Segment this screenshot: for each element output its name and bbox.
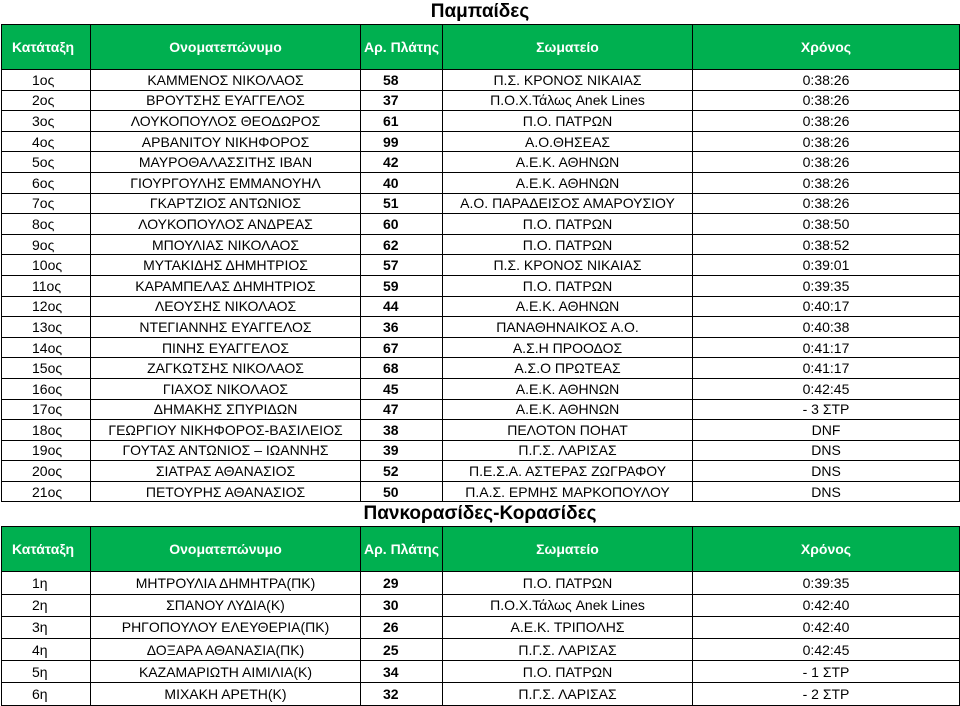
cell-bib: 67	[361, 337, 443, 358]
table-row	[2, 358, 960, 379]
cell-club: Α.Ε.Κ. ΑΘΗΝΩΝ	[443, 172, 693, 193]
cell-name: ΛΟΥΚΟΠΟΥΛΟΣ ΘΕΟΔΩΡΟΣ	[91, 111, 361, 132]
header-club: Σωματείο	[443, 25, 693, 70]
cell-bib: 32	[361, 683, 443, 705]
cell-bib: 58	[361, 70, 443, 91]
cell-club: Π.Ο. ΠΑΤΡΩΝ	[443, 111, 693, 132]
table-row	[2, 572, 960, 594]
table-row	[2, 172, 960, 193]
table-row	[2, 90, 960, 111]
cell-rank: 2ος	[2, 90, 91, 111]
cell-bib: 34	[361, 661, 443, 683]
cell-time: 0:38:52	[693, 234, 960, 255]
cell-rank: 14ος	[2, 337, 91, 358]
cell-rank: 1ος	[2, 70, 91, 91]
cell-rank: 6η	[2, 683, 91, 705]
cell-bib: 40	[361, 172, 443, 193]
cell-name: ΓΕΩΡΓΙΟΥ ΝΙΚΗΦΟΡΟΣ-ΒΑΣΙΛΕΙΟΣ	[91, 420, 361, 441]
table-row	[2, 420, 960, 441]
cell-name: ΜΠΟΥΛΙΑΣ ΝΙΚΟΛΑΟΣ	[91, 234, 361, 255]
cell-bib: 30	[361, 594, 443, 616]
cell-name: ΛΟΥΚΟΠΟΥΛΟΣ ΑΝΔΡΕΑΣ	[91, 214, 361, 235]
cell-time: 0:38:26	[693, 131, 960, 152]
table-row	[2, 234, 960, 255]
cell-time: 0:40:38	[693, 317, 960, 338]
cell-bib: 68	[361, 358, 443, 379]
header-time: Χρόνος	[693, 527, 960, 572]
table-header-row	[2, 25, 960, 70]
cell-name: ΠΕΤΟΥΡΗΣ ΑΘΑΝΑΣΙΟΣ	[91, 481, 361, 502]
cell-rank: 3η	[2, 616, 91, 638]
cell-club: Π.Γ.Σ. ΛΑΡΙΣΑΣ	[443, 683, 693, 705]
cell-bib: 59	[361, 275, 443, 296]
cell-name: ΠΙΝΗΣ ΕΥΑΓΓΕΛΟΣ	[91, 337, 361, 358]
cell-rank: 4η	[2, 639, 91, 661]
header-bib: Αρ. Πλάτης	[361, 527, 443, 572]
cell-time: 0:38:26	[693, 193, 960, 214]
cell-club: Α.Ε.Κ. ΑΘΗΝΩΝ	[443, 378, 693, 399]
table-row	[2, 337, 960, 358]
results-table-girls	[1, 526, 960, 705]
header-time: Χρόνος	[693, 25, 960, 70]
cell-rank: 16ος	[2, 378, 91, 399]
cell-club: Π.Ο. ΠΑΤΡΩΝ	[443, 214, 693, 235]
cell-name: ΓΙΟΥΡΓΟΥΛΗΣ ΕΜΜΑΝΟΥΗΛ	[91, 172, 361, 193]
cell-club: Π.Α.Σ. ΕΡΜΗΣ ΜΑΡΚΟΠΟΥΛΟΥ	[443, 481, 693, 502]
cell-bib: 45	[361, 378, 443, 399]
cell-time: DNS	[693, 440, 960, 461]
table-row	[2, 594, 960, 616]
header-rank: Κατάταξη	[2, 25, 91, 70]
table-row	[2, 399, 960, 420]
cell-club: Α.Ε.Κ. ΑΘΗΝΩΝ	[443, 296, 693, 317]
table-header-row	[2, 527, 960, 572]
cell-name: ΚΑΜΜΕΝΟΣ ΝΙΚΟΛΑΟΣ	[91, 70, 361, 91]
table-row	[2, 131, 960, 152]
cell-time: - 2 ΣΤΡ	[693, 683, 960, 705]
cell-rank: 6ος	[2, 172, 91, 193]
cell-time: 0:39:35	[693, 275, 960, 296]
cell-bib: 44	[361, 296, 443, 317]
results-body-girls	[2, 572, 960, 705]
cell-name: ΚΑΡΑΜΠΕΛΑΣ ΔΗΜΗΤΡΙΟΣ	[91, 275, 361, 296]
cell-rank: 19ος	[2, 440, 91, 461]
cell-time: 0:38:26	[693, 70, 960, 91]
cell-club: Π.Ο. ΠΑΤΡΩΝ	[443, 275, 693, 296]
cell-rank: 11ος	[2, 275, 91, 296]
cell-club: Α.Ε.Κ. ΑΘΗΝΩΝ	[443, 152, 693, 173]
cell-time: 0:42:45	[693, 639, 960, 661]
table-row	[2, 639, 960, 661]
cell-name: ΣΠΑΝΟΥ ΛΥΔΙΑ(Κ)	[91, 594, 361, 616]
cell-time: 0:41:17	[693, 337, 960, 358]
results-table-boys	[1, 24, 960, 502]
cell-name: ΣΙΑΤΡΑΣ ΑΘΑΝΑΣΙΟΣ	[91, 461, 361, 482]
cell-bib: 61	[361, 111, 443, 132]
cell-club: Π.Σ. ΚΡΟΝΟΣ ΝΙΚΑΙΑΣ	[443, 255, 693, 276]
cell-time: 0:38:26	[693, 111, 960, 132]
cell-rank: 5ος	[2, 152, 91, 173]
cell-club: Α.Ο.ΘΗΣΕΑΣ	[443, 131, 693, 152]
cell-rank: 7ος	[2, 193, 91, 214]
cell-time: - 1 ΣΤΡ	[693, 661, 960, 683]
cell-club: Π.Σ. ΚΡΟΝΟΣ ΝΙΚΑΙΑΣ	[443, 70, 693, 91]
table-row	[2, 255, 960, 276]
table-row	[2, 461, 960, 482]
cell-rank: 13ος	[2, 317, 91, 338]
table-row	[2, 296, 960, 317]
cell-rank: 20ος	[2, 461, 91, 482]
cell-bib: 51	[361, 193, 443, 214]
cell-name: ΔΟΞΑΡΑ ΑΘΑΝΑΣΙΑ(ΠΚ)	[91, 639, 361, 661]
header-name: Ονοματεπώνυμο	[91, 527, 361, 572]
cell-bib: 42	[361, 152, 443, 173]
table-row	[2, 683, 960, 705]
cell-bib: 38	[361, 420, 443, 441]
header-rank: Κατάταξη	[2, 527, 91, 572]
cell-bib: 36	[361, 317, 443, 338]
cell-rank: 2η	[2, 594, 91, 616]
cell-rank: 17ος	[2, 399, 91, 420]
cell-club: Π.Ο.Χ.Τάλως Anek Lines	[443, 90, 693, 111]
cell-name: ΜΑΥΡΟΘΑΛΑΣΣΙΤΗΣ ΙΒΑΝ	[91, 152, 361, 173]
cell-time: DNS	[693, 481, 960, 502]
cell-time: 0:42:45	[693, 378, 960, 399]
cell-bib: 52	[361, 461, 443, 482]
cell-name: ΜΙΧΑΚΗ ΑΡΕΤΗ(Κ)	[91, 683, 361, 705]
cell-club: Α.Σ.Ο ΠΡΩΤΕΑΣ	[443, 358, 693, 379]
cell-rank: 4ος	[2, 131, 91, 152]
cell-bib: 57	[361, 255, 443, 276]
cell-name: ΔΗΜΑΚΗΣ ΣΠΥΡΙΔΩΝ	[91, 399, 361, 420]
cell-bib: 50	[361, 481, 443, 502]
cell-name: ΛΕΟΥΣΗΣ ΝΙΚΟΛΑΟΣ	[91, 296, 361, 317]
cell-club: Π.Ο.Χ.Τάλως Anek Lines	[443, 594, 693, 616]
cell-time: 0:38:26	[693, 152, 960, 173]
table-row	[2, 152, 960, 173]
table-row	[2, 616, 960, 638]
cell-club: ΠΕΛΟΤΟΝ ΠΟΗΑΤ	[443, 420, 693, 441]
cell-bib: 39	[361, 440, 443, 461]
cell-time: 0:41:17	[693, 358, 960, 379]
cell-club: Π.Ε.Σ.Α. ΑΣΤΕΡΑΣ ΖΩΓΡΑΦΟΥ	[443, 461, 693, 482]
table-row	[2, 481, 960, 502]
table-row	[2, 378, 960, 399]
table-row	[2, 275, 960, 296]
cell-club: Π.Ο. ΠΑΤΡΩΝ	[443, 234, 693, 255]
cell-name: ΜΥΤΑΚΙΔΗΣ ΔΗΜΗΤΡΙΟΣ	[91, 255, 361, 276]
cell-time: DNF	[693, 420, 960, 441]
cell-time: 0:38:26	[693, 90, 960, 111]
cell-rank: 8ος	[2, 214, 91, 235]
table-row	[2, 661, 960, 683]
table-row	[2, 70, 960, 91]
cell-bib: 47	[361, 399, 443, 420]
results-body-boys	[2, 70, 960, 502]
cell-club: Α.Ο. ΠΑΡΑΔΕΙΣΟΣ ΑΜΑΡΟΥΣΙΟΥ	[443, 193, 693, 214]
cell-club: Π.Ο. ΠΑΤΡΩΝ	[443, 572, 693, 594]
cell-rank: 21ος	[2, 481, 91, 502]
header-bib: Αρ. Πλάτης	[361, 25, 443, 70]
cell-name: ΓΙΑΧΟΣ ΝΙΚΟΛΑΟΣ	[91, 378, 361, 399]
cell-bib: 37	[361, 90, 443, 111]
cell-rank: 15ος	[2, 358, 91, 379]
table-row	[2, 440, 960, 461]
cell-bib: 99	[361, 131, 443, 152]
table-row	[2, 111, 960, 132]
section-title-girls: Πανκορασίδες-Κορασίδες	[363, 503, 597, 525]
cell-name: ΖΑΓΚΩΤΣΗΣ ΝΙΚΟΛΑΟΣ	[91, 358, 361, 379]
cell-club: Π.Γ.Σ. ΛΑΡΙΣΑΣ	[443, 639, 693, 661]
table-row	[2, 214, 960, 235]
cell-club: Π.Ο. ΠΑΤΡΩΝ	[443, 661, 693, 683]
header-name: Ονοματεπώνυμο	[91, 25, 361, 70]
cell-bib: 26	[361, 616, 443, 638]
cell-rank: 18ος	[2, 420, 91, 441]
cell-rank: 5η	[2, 661, 91, 683]
section-title-boys: Παμπαίδες	[430, 1, 530, 22]
cell-time: DNS	[693, 461, 960, 482]
cell-time: 0:40:17	[693, 296, 960, 317]
cell-name: ΝΤΕΓΙΑΝΝΗΣ ΕΥΑΓΓΕΛΟΣ	[91, 317, 361, 338]
cell-name: ΜΗΤΡΟΥΛΙΑ ΔΗΜΗΤΡΑ(ΠΚ)	[91, 572, 361, 594]
cell-time: 0:42:40	[693, 616, 960, 638]
cell-name: ΒΡΟΥΤΣΗΣ ΕΥΑΓΓΕΛΟΣ	[91, 90, 361, 111]
cell-bib: 29	[361, 572, 443, 594]
cell-time: 0:39:01	[693, 255, 960, 276]
table-row	[2, 193, 960, 214]
cell-club: Π.Γ.Σ. ΛΑΡΙΣΑΣ	[443, 440, 693, 461]
header-club: Σωματείο	[443, 527, 693, 572]
cell-club: Α.Σ.Η ΠΡΟΟΔΟΣ	[443, 337, 693, 358]
cell-time: 0:42:40	[693, 594, 960, 616]
cell-club: ΠΑΝΑΘΗΝΑΙΚΟΣ Α.Ο.	[443, 317, 693, 338]
cell-name: ΓΚΑΡΤΖΙΟΣ ΑΝΤΩΝΙΟΣ	[91, 193, 361, 214]
cell-time: - 3 ΣΤΡ	[693, 399, 960, 420]
cell-rank: 9ος	[2, 234, 91, 255]
cell-time: 0:38:26	[693, 172, 960, 193]
cell-bib: 25	[361, 639, 443, 661]
cell-bib: 62	[361, 234, 443, 255]
cell-time: 0:38:50	[693, 214, 960, 235]
cell-rank: 3ος	[2, 111, 91, 132]
cell-club: Α.Ε.Κ. ΑΘΗΝΩΝ	[443, 399, 693, 420]
cell-name: ΑΡΒΑΝΙΤΟΥ ΝΙΚΗΦΟΡΟΣ	[91, 131, 361, 152]
cell-name: ΓΟΥΤΑΣ ΑΝΤΩΝΙΟΣ – ΙΩΑΝΝΗΣ	[91, 440, 361, 461]
cell-bib: 60	[361, 214, 443, 235]
cell-name: ΚΑΖΑΜΑΡΙΩΤΗ ΑΙΜΙΛΙΑ(Κ)	[91, 661, 361, 683]
cell-time: 0:39:35	[693, 572, 960, 594]
cell-club: Α.Ε.Κ. ΤΡΙΠΟΛΗΣ	[443, 616, 693, 638]
cell-rank: 12ος	[2, 296, 91, 317]
cell-name: ΡΗΓΟΠΟΥΛΟΥ ΕΛΕΥΘΕΡΙΑ(ΠΚ)	[91, 616, 361, 638]
table-row	[2, 317, 960, 338]
cell-rank: 10ος	[2, 255, 91, 276]
cell-rank: 1η	[2, 572, 91, 594]
